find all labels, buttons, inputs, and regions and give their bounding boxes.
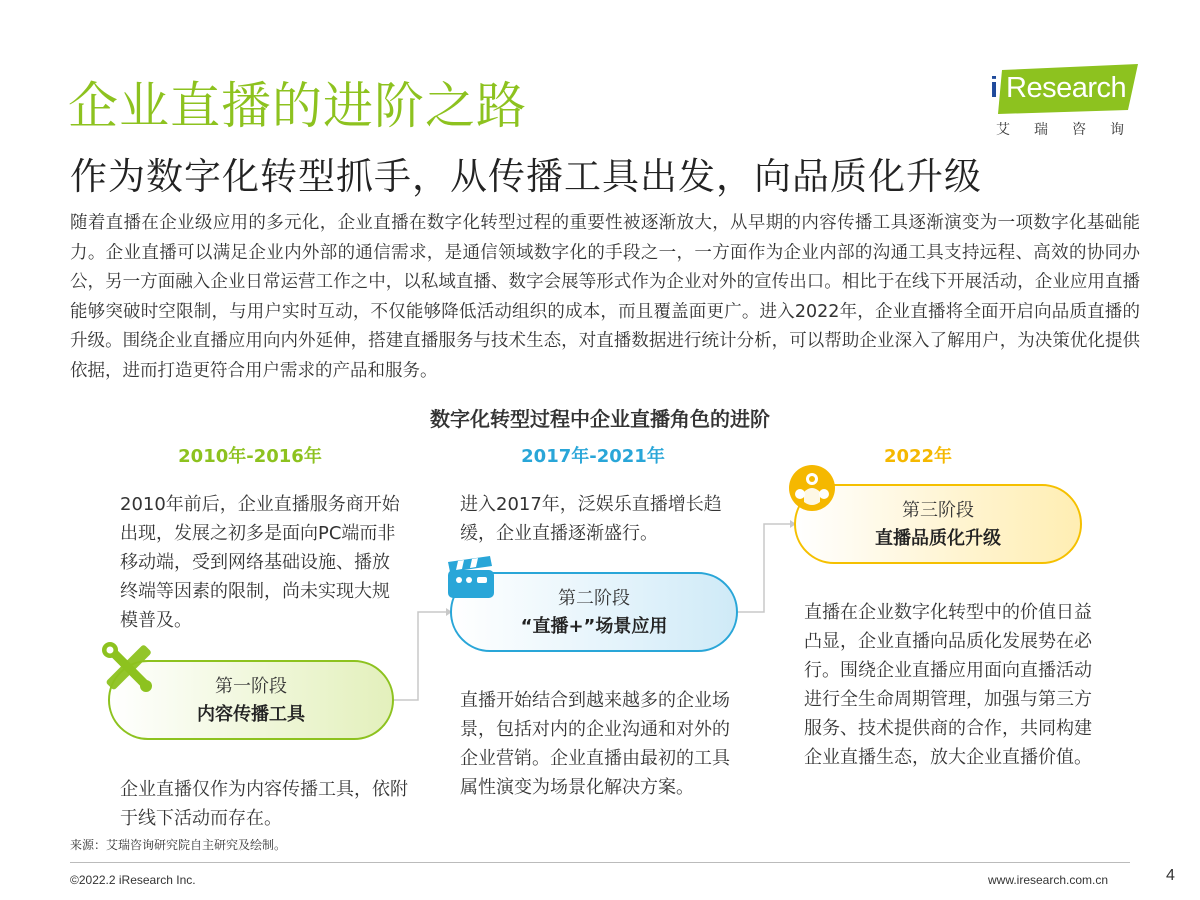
period-stage-3: 2022年 (883, 446, 953, 467)
copyright-text: ©2022.2 iResearch Inc. (70, 873, 196, 887)
tools-icon (102, 642, 154, 692)
period-stage-1: 2010年-2016年 (178, 446, 322, 467)
logo-i-letter: i (990, 72, 999, 104)
logo-chinese-name: 艾瑞咨询 (996, 122, 1148, 138)
diagram-title: 数字化转型过程中企业直播角色的进阶 (430, 407, 770, 431)
page-number: 4 (1166, 867, 1175, 884)
page-title: 企业直播的进阶之路 (68, 77, 527, 135)
intro-paragraph: 随着直播在企业级应用的多元化，企业直播在数字化转型过程的重要性被逐渐放大，从早期的内容传播工具逐渐演变为一项数字化基础能力。企业直播可以满足企业内外部的通信需求，是通信领域数字化的手段之一，一方面作为企业内部的沟通工具支持远程、高效的协同办公，另一方面融入企业日常运营工作之中，以私域直播、数字会展等形式作为企业对外的宣传出口。相比于在线下开展活动，企业应用直播能够突破时空限制，与用户实时互动，不仅能够降低活动组织的成本，而且覆盖面更广。进入2022年，企业直播将全面开启向品质直播的升级。围绕企业直播应用向内外延伸，搭建直播服务与技术生态，对直播数据进行统计分析，可以帮助企业深入了解用户，为决策优化提供依据，进而打造更符合用户需求的产品和服务。 (70, 213, 1140, 381)
website-url: www.iresearch.com.cn (988, 873, 1109, 887)
source-note: 来源：艾瑞咨询研究院自主研究及绘制。 (70, 838, 287, 852)
stage-2-description-top: 进入2017年，泛娱乐直播增长趋缓，企业直播逐渐盛行。 (460, 494, 722, 544)
period-stage-2: 2017年-2021年 (521, 446, 665, 467)
stage-3-label: 第三阶段 (902, 500, 974, 521)
stage-1-description-bottom: 企业直播仅作为内容传播工具，依附于线下活动而存在。 (120, 779, 408, 829)
stage-3-description: 直播在企业数字化转型中的价值日益凸显，企业直播向品质化发展势在必行。围绕企业直播应用面向直播活动进行全生命周期管理，加强与第三方服务、技术提供商的合作，共同构建企业直播生态，放大企业直播价值。 (804, 602, 1092, 768)
people-network-icon (786, 462, 838, 514)
stage-2-name: “直播+”场景应用 (520, 616, 668, 637)
logo-wordmark: Research (1006, 72, 1127, 104)
stage-1-description-top: 2010年前后，企业直播服务商开始出现，发展之初多是面向PC端而非移动端，受到网络基础设施、播放终端等因素的限制，尚未实现大规模普及。 (120, 494, 400, 631)
footer-divider (70, 862, 1130, 863)
stage-3-name: 直播品质化升级 (875, 528, 1001, 549)
clapperboard-icon (446, 556, 496, 600)
connector-1-to-2 (394, 612, 446, 700)
stage-1-label: 第一阶段 (215, 676, 287, 697)
stage-2-label: 第二阶段 (558, 588, 630, 609)
stage-1-name: 内容传播工具 (197, 704, 305, 725)
stage-2-description-bottom: 直播开始结合到越来越多的企业场景，包括对内的企业沟通和对外的企业营销。企业直播由最初的工具属性演变为场景化解决方案。 (460, 690, 730, 798)
page-subtitle: 作为数字化转型抓手，从传播工具出发，向品质化升级 (70, 155, 982, 198)
